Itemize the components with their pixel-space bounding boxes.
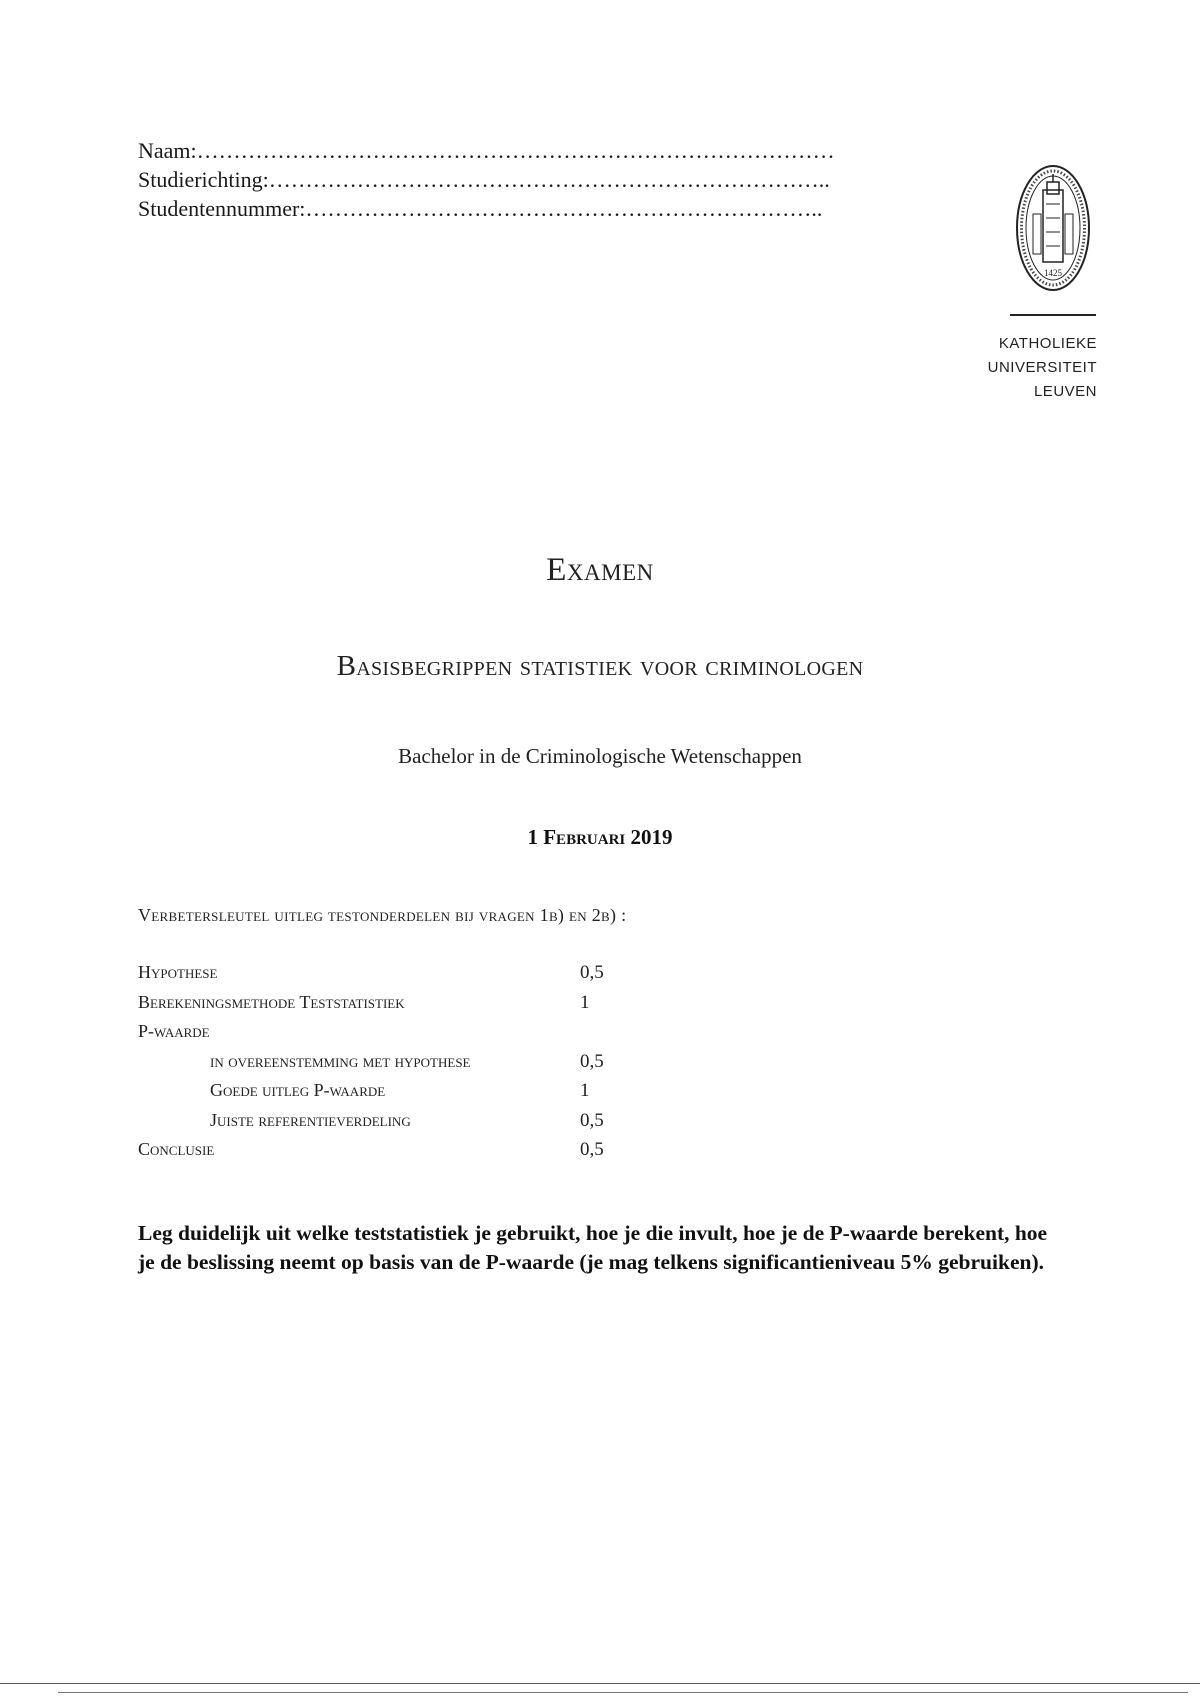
score-label: Juiste referentieverdeling [210, 1109, 411, 1130]
footer-divider-secondary [58, 1692, 1188, 1693]
footer-divider [0, 1683, 1200, 1684]
score-row [138, 1080, 638, 1110]
course-title: Basisbegrippen statistiek voor criminologen [336, 650, 864, 682]
score-row [138, 1139, 638, 1169]
university-name [988, 332, 1097, 404]
score-label: Berekeningsmethode Teststatistiek [138, 991, 405, 1012]
score-row [138, 1021, 638, 1051]
score-value: 0,5 [580, 1139, 604, 1160]
correction-key-heading: Verbetersleutel uitleg testonderdelen bij vragen 1b) en 2b) : [138, 905, 627, 925]
score-value: 1 [580, 991, 590, 1013]
score-label: Conclusie [138, 1139, 215, 1159]
score-row [138, 992, 638, 1022]
score-label: P-waarde [138, 1021, 210, 1041]
scoring-table [138, 962, 638, 1169]
score-value: 0,5 [580, 1109, 604, 1131]
exam-instructions: Leg duidelijk uit welke teststatistiek je gebruikt, hoe je die invult, hoe je de P-waarde berekent, hoe je de beslissing neemt op basis van de P-waarde (je mag telkens significantieniveau 5% gebruiken). [138, 1221, 1048, 1274]
seal-year: 1425 [1044, 268, 1062, 278]
study-program-field: Studierichting:………………………………………………………………….. [138, 167, 830, 192]
exam-title: Examen [546, 552, 654, 588]
score-value: 0,5 [580, 1050, 604, 1072]
score-label: Goede uitleg P-waarde [210, 1080, 386, 1100]
score-row [138, 1110, 638, 1140]
score-label: Hypothese [138, 962, 218, 982]
score-row [138, 962, 638, 992]
student-info-fields [138, 136, 835, 223]
score-value: 1 [580, 1080, 590, 1101]
program-name: Bachelor in de Criminologische Wetenschappen [398, 744, 802, 768]
student-number-field: Studentennummer:…………………………………………………………….. [138, 196, 823, 221]
university-name-line-3: LEUVEN [1033, 383, 1097, 400]
name-field: Naam:…………………………………………………………………………… [138, 138, 835, 163]
exam-date: 1 Februari 2019 [527, 825, 673, 849]
score-label: in overeenstemming met hypothese [210, 1050, 471, 1071]
seal-divider [1010, 314, 1096, 316]
score-value: 0,5 [580, 962, 604, 983]
university-name-line-1: KATHOLIEKE [998, 335, 1097, 352]
university-name-line-2: UNIVERSITEIT [987, 359, 1097, 376]
score-row [138, 1051, 638, 1081]
university-seal-logo [1013, 164, 1093, 304]
